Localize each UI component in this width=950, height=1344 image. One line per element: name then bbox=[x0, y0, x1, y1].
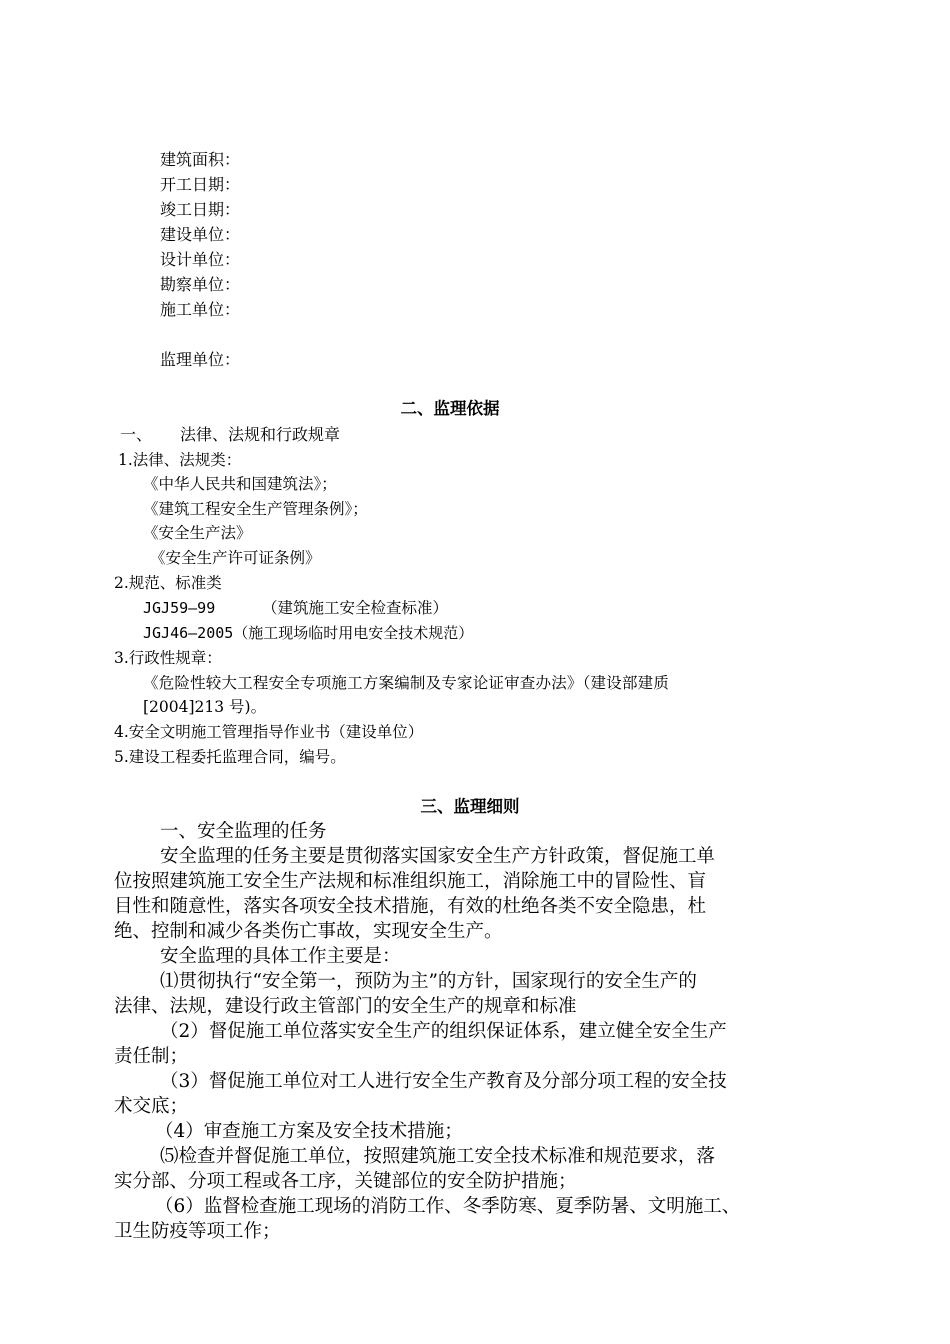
field-completion-date: 竣工日期： bbox=[160, 200, 241, 219]
standard-item: JGJ46—2005（施工现场临时用电安全技术规范） bbox=[143, 624, 474, 642]
section3-title: 三、监理细则 bbox=[420, 797, 520, 816]
regulation-item-line1: 《危险性较大工程安全专项施工方案编制及专家论证审查办法》（建设部建质 bbox=[143, 674, 670, 692]
task-item-5-line2: 实分部、分项工程或各工序，关键部位的安全防护措施； bbox=[114, 1171, 577, 1192]
task-item-3-line2: 术交底； bbox=[114, 1096, 189, 1117]
field-building-area: 建筑面积： bbox=[160, 150, 241, 169]
law-item: 《建筑工程安全生产管理条例》； bbox=[143, 500, 368, 518]
field-design-unit: 设计单位： bbox=[160, 250, 241, 269]
standard-code: JGJ59—99 bbox=[143, 599, 216, 617]
task-item-4: （4）审查施工方案及安全技术措施； bbox=[155, 1121, 463, 1142]
paragraph-line: 安全监理的任务主要是贯彻落实国家安全生产方针政策，督促施工单 bbox=[160, 846, 716, 867]
paragraph-line: 绝、控制和减少各类伤亡事故，实现安全生产。 bbox=[114, 921, 503, 942]
field-construction-owner: 建设单位： bbox=[160, 225, 241, 244]
law-item: 《安全生产许可证条例》 bbox=[150, 549, 321, 567]
law-item: 《中华人民共和国建筑法》； bbox=[143, 475, 337, 493]
section2-subheading: 法律、法规和行政规章 bbox=[180, 425, 341, 444]
law-item: 《安全生产法》 bbox=[143, 524, 252, 542]
task-item-6-line1: （6）监督检查施工现场的消防工作、冬季防寒、夏季防暑、文明施工、 bbox=[155, 1196, 741, 1217]
paragraph-line: 安全监理的具体工作主要是： bbox=[160, 946, 401, 967]
task-item-5-line1: ⑸检查并督促施工单位，按照建筑施工安全技术标准和规范要求，落 bbox=[160, 1146, 716, 1167]
paragraph-line: 位按照建筑施工安全生产法规和标准组织施工，消除施工中的冒险性、盲 bbox=[114, 871, 707, 892]
section2-subheading-number: 一、 bbox=[120, 425, 153, 444]
standard-name: （建筑施工安全检查标准） bbox=[262, 599, 449, 617]
task-item-2-line1: （2）督促施工单位落实安全生产的组织保证体系，建立健全安全生产 bbox=[160, 1021, 727, 1042]
section2-title: 二、监理依据 bbox=[400, 399, 500, 418]
basis-item-5: 5.建设工程委托监理合同，编号。 bbox=[114, 748, 346, 766]
category-regulations-title: 3.行政性规章： bbox=[114, 649, 222, 667]
task-item-2-line2: 责任制； bbox=[114, 1046, 189, 1067]
field-contractor: 施工单位： bbox=[160, 300, 241, 319]
task-item-1-line1: ⑴贯彻执行“安全第一，预防为主”的方针，国家现行的安全生产的 bbox=[160, 971, 697, 992]
category-standards-title: 2.规范、标准类 bbox=[114, 574, 222, 592]
field-supervisor: 监理单位： bbox=[160, 350, 241, 369]
field-survey-unit: 勘察单位： bbox=[160, 275, 241, 294]
field-start-date: 开工日期： bbox=[160, 175, 241, 194]
regulation-item-line2: [2004]213 号)。 bbox=[143, 698, 267, 716]
paragraph-line: 目性和随意性，落实各项安全技术措施，有效的杜绝各类不安全隐患，杜 bbox=[114, 896, 707, 917]
section3-subheading: 一、安全监理的任务 bbox=[160, 821, 327, 842]
basis-item-4: 4.安全文明施工管理指导作业书（建设单位） bbox=[114, 723, 424, 741]
task-item-3-line1: （3）督促施工单位对工人进行安全生产教育及分部分项工程的安全技 bbox=[160, 1071, 727, 1092]
task-item-6-line2: 卫生防疫等项工作； bbox=[114, 1221, 281, 1242]
category-laws-title: 1.法律、法规类： bbox=[118, 451, 242, 469]
task-item-1-line2: 法律、法规，建设行政主管部门的安全生产的规章和标准 bbox=[114, 996, 577, 1017]
